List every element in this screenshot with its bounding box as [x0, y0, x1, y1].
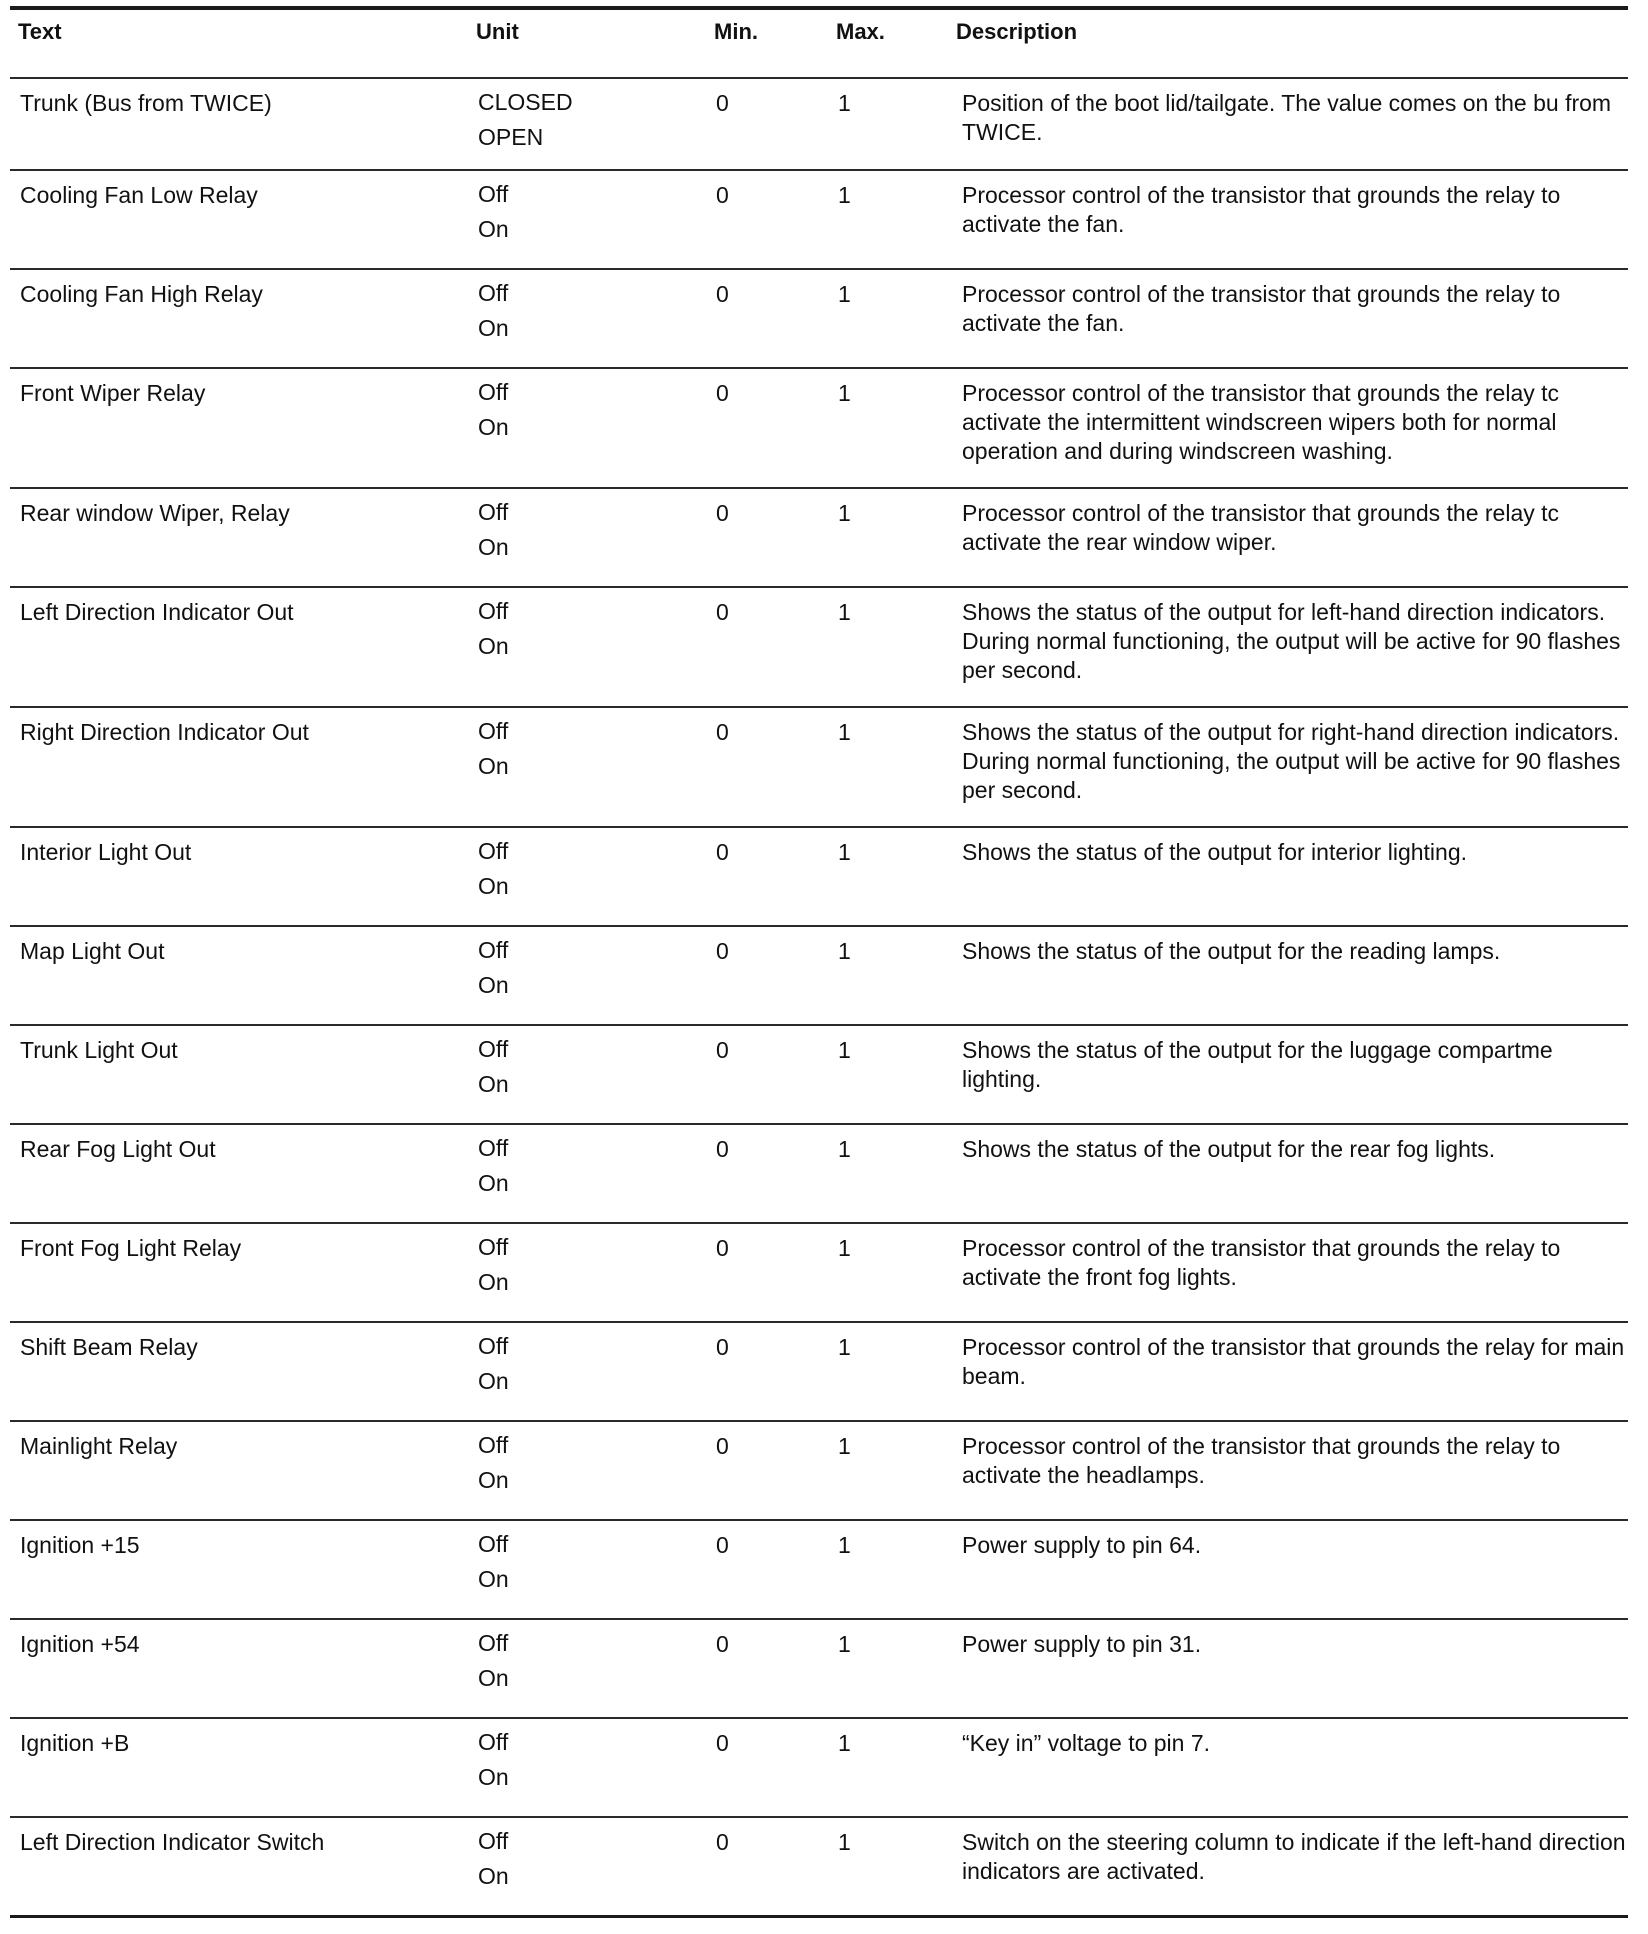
- row-text: Rear window Wiper, Relay: [10, 488, 476, 587]
- unit-option: Off: [478, 1234, 509, 1260]
- unit-option: On: [478, 1764, 509, 1790]
- table-row: [10, 1124, 1628, 1223]
- header-min: Min.: [714, 8, 836, 78]
- table-row: [10, 707, 1628, 827]
- unit-option: On: [478, 972, 509, 998]
- unit-option: On: [478, 1269, 509, 1295]
- unit-option: Off: [478, 1630, 509, 1656]
- row-text: Right Direction Indicator Out: [10, 707, 476, 827]
- unit-option: Off: [478, 598, 509, 624]
- row-max: 1: [836, 1421, 956, 1520]
- row-unit: [476, 1421, 714, 1520]
- unit-option: On: [478, 873, 509, 899]
- row-description: Processor control of the transistor that grounds the relay tc activate the rear window wiper.: [956, 488, 1628, 587]
- row-text: Trunk (Bus from TWICE): [10, 78, 476, 170]
- row-unit: [476, 587, 714, 707]
- row-description: Shows the status of the output for the reading lamps.: [956, 926, 1628, 1025]
- row-description: Power supply to pin 31.: [956, 1619, 1628, 1718]
- row-text: Ignition +54: [10, 1619, 476, 1718]
- row-min: 0: [714, 1817, 836, 1916]
- unit-option: Off: [478, 1036, 509, 1062]
- row-description: Processor control of the transistor that grounds the relay to activate the headlamps.: [956, 1421, 1628, 1520]
- row-unit: [476, 926, 714, 1025]
- table-row: [10, 1817, 1628, 1916]
- row-max: 1: [836, 269, 956, 368]
- unit-option: On: [478, 1170, 509, 1196]
- unit-option: On: [478, 216, 509, 242]
- row-description: Processor control of the transistor that grounds the relay for main beam.: [956, 1322, 1628, 1421]
- unit-option: On: [478, 1665, 509, 1691]
- header-unit: Unit: [476, 8, 714, 78]
- unit-option: Off: [478, 1729, 509, 1755]
- table-row: [10, 926, 1628, 1025]
- row-text: Left Direction Indicator Out: [10, 587, 476, 707]
- unit-option: On: [478, 633, 509, 659]
- row-text: Map Light Out: [10, 926, 476, 1025]
- row-min: 0: [714, 1718, 836, 1817]
- row-min: 0: [714, 827, 836, 926]
- row-unit: [476, 368, 714, 488]
- row-description: Processor control of the transistor that grounds the relay to activate the fan.: [956, 170, 1628, 269]
- row-description: Shows the status of the output for the rear fog lights.: [956, 1124, 1628, 1223]
- unit-option: On: [478, 1368, 509, 1394]
- row-description: Shows the status of the output for left-hand direction indicators. During normal functioning, the output will be active for 90 flashes per second.: [956, 587, 1628, 707]
- row-max: 1: [836, 1619, 956, 1718]
- row-max: 1: [836, 1520, 956, 1619]
- row-text: Rear Fog Light Out: [10, 1124, 476, 1223]
- table-row: [10, 1322, 1628, 1421]
- row-max: 1: [836, 170, 956, 269]
- unit-option: Off: [478, 280, 509, 306]
- row-description: “Key in” voltage to pin 7.: [956, 1718, 1628, 1817]
- table-row: [10, 78, 1628, 170]
- row-text: Left Direction Indicator Switch: [10, 1817, 476, 1916]
- row-description: Processor control of the transistor that grounds the relay to activate the front fog lights.: [956, 1223, 1628, 1322]
- row-min: 0: [714, 368, 836, 488]
- row-description: Shows the status of the output for the luggage compartme lighting.: [956, 1025, 1628, 1124]
- header-description: Description: [956, 8, 1628, 78]
- header-text: Text: [10, 8, 476, 78]
- table-row: [10, 488, 1628, 587]
- row-description: Power supply to pin 64.: [956, 1520, 1628, 1619]
- unit-option: On: [478, 1071, 509, 1097]
- row-min: 0: [714, 587, 836, 707]
- row-max: 1: [836, 1718, 956, 1817]
- row-description: Processor control of the transistor that grounds the relay tc activate the intermittent windscreen wipers both for normal operation and during windscreen washing.: [956, 368, 1628, 488]
- row-max: 1: [836, 587, 956, 707]
- row-unit: [476, 170, 714, 269]
- table-row: [10, 368, 1628, 488]
- unit-option: On: [478, 1467, 509, 1493]
- header-max: Max.: [836, 8, 956, 78]
- row-max: 1: [836, 707, 956, 827]
- unit-option: Off: [478, 379, 509, 405]
- unit-option: Off: [478, 499, 509, 525]
- row-description: Shows the status of the output for interior lighting.: [956, 827, 1628, 926]
- row-max: 1: [836, 1223, 956, 1322]
- row-unit: [476, 488, 714, 587]
- unit-option: On: [478, 534, 509, 560]
- unit-option: Off: [478, 181, 509, 207]
- row-min: 0: [714, 488, 836, 587]
- row-max: 1: [836, 1025, 956, 1124]
- parameter-table: [10, 6, 1628, 1918]
- row-min: 0: [714, 1520, 836, 1619]
- row-unit: [476, 1322, 714, 1421]
- row-unit: [476, 1619, 714, 1718]
- row-max: 1: [836, 1817, 956, 1916]
- row-description: Shows the status of the output for right-hand direction indicators. During normal functioning, the output will be active for 90 flashes per second.: [956, 707, 1628, 827]
- row-unit: [476, 1124, 714, 1223]
- row-text: Front Fog Light Relay: [10, 1223, 476, 1322]
- row-min: 0: [714, 269, 836, 368]
- row-min: 0: [714, 926, 836, 1025]
- row-max: 1: [836, 78, 956, 170]
- row-text: Shift Beam Relay: [10, 1322, 476, 1421]
- table-row: [10, 1619, 1628, 1718]
- row-min: 0: [714, 78, 836, 170]
- row-max: 1: [836, 827, 956, 926]
- row-description: Processor control of the transistor that grounds the relay to activate the fan.: [956, 269, 1628, 368]
- table-row: [10, 1718, 1628, 1817]
- unit-option: Off: [478, 1531, 509, 1557]
- row-unit: [476, 269, 714, 368]
- table-row: [10, 1421, 1628, 1520]
- unit-option: Off: [478, 937, 509, 963]
- row-max: 1: [836, 368, 956, 488]
- unit-option: Off: [478, 718, 509, 744]
- row-text: Cooling Fan High Relay: [10, 269, 476, 368]
- unit-option: OPEN: [478, 124, 544, 150]
- unit-option: Off: [478, 1135, 509, 1161]
- table-row: [10, 587, 1628, 707]
- row-min: 0: [714, 1223, 836, 1322]
- table-header-row: [10, 8, 1628, 78]
- unit-option: Off: [478, 1333, 509, 1359]
- row-min: 0: [714, 707, 836, 827]
- unit-option: On: [478, 414, 509, 440]
- row-unit: [476, 1718, 714, 1817]
- unit-option: Off: [478, 838, 509, 864]
- row-text: Mainlight Relay: [10, 1421, 476, 1520]
- row-unit: [476, 1520, 714, 1619]
- unit-option: On: [478, 1863, 509, 1889]
- row-min: 0: [714, 1322, 836, 1421]
- row-min: 0: [714, 1619, 836, 1718]
- table-row: [10, 1025, 1628, 1124]
- table-row: [10, 170, 1628, 269]
- row-min: 0: [714, 1025, 836, 1124]
- unit-option: On: [478, 315, 509, 341]
- row-unit: [476, 1223, 714, 1322]
- row-unit: [476, 827, 714, 926]
- row-text: Trunk Light Out: [10, 1025, 476, 1124]
- row-description: Position of the boot lid/tailgate. The value comes on the bu from TWICE.: [956, 78, 1628, 170]
- row-min: 0: [714, 1124, 836, 1223]
- row-unit: [476, 78, 714, 170]
- table-row: [10, 1223, 1628, 1322]
- row-unit: [476, 707, 714, 827]
- row-min: 0: [714, 170, 836, 269]
- table-row: [10, 827, 1628, 926]
- row-max: 1: [836, 488, 956, 587]
- row-text: Ignition +15: [10, 1520, 476, 1619]
- row-max: 1: [836, 926, 956, 1025]
- row-min: 0: [714, 1421, 836, 1520]
- row-max: 1: [836, 1124, 956, 1223]
- unit-option: On: [478, 753, 509, 779]
- row-unit: [476, 1817, 714, 1916]
- row-text: Ignition +B: [10, 1718, 476, 1817]
- row-max: 1: [836, 1322, 956, 1421]
- row-text: Front Wiper Relay: [10, 368, 476, 488]
- unit-option: On: [478, 1566, 509, 1592]
- unit-option: Off: [478, 1828, 509, 1854]
- row-text: Cooling Fan Low Relay: [10, 170, 476, 269]
- row-description: Switch on the steering column to indicate if the left-hand direction indicators are activated.: [956, 1817, 1628, 1916]
- row-unit: [476, 1025, 714, 1124]
- row-text: Interior Light Out: [10, 827, 476, 926]
- table-body: [10, 78, 1628, 1916]
- table-row: [10, 1520, 1628, 1619]
- unit-option: CLOSED: [478, 89, 573, 115]
- table-row: [10, 269, 1628, 368]
- unit-option: Off: [478, 1432, 509, 1458]
